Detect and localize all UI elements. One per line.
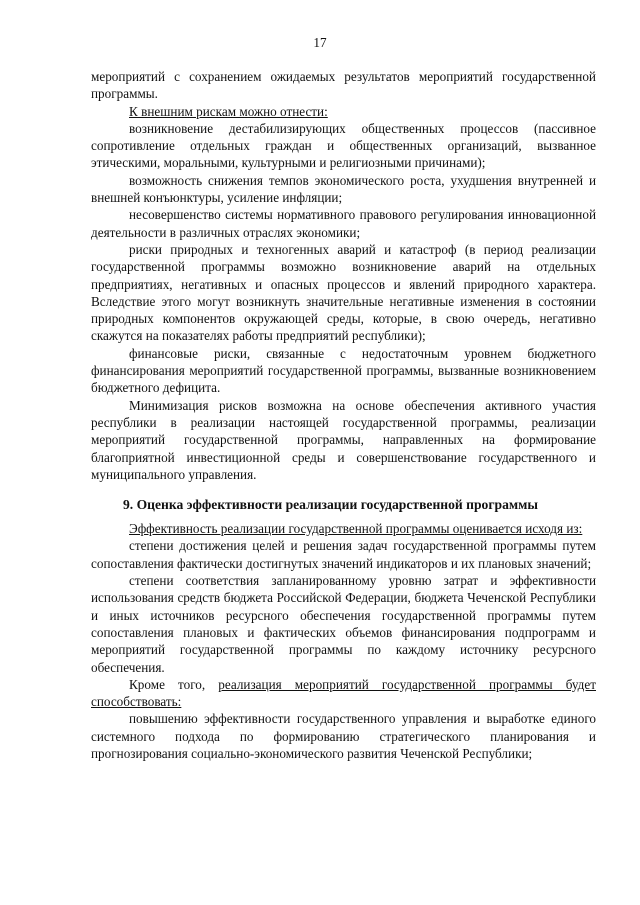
minimization-paragraph: Минимизация рисков возможна на основе обеспечения активного участия республики в реализации настоящей государственной программы, реализации мероприятий государственной программы, направленных на формирование благоприятной инвестиционной среды и совершенствование государственного и муниципального управления. [91, 397, 596, 482]
final-item: повышению эффективности государственного управления и выработке единого системного подхода по формированию стратегического планирования и прогнозирования социально-экономического развития Чеченской Республики; [91, 711, 596, 761]
risk-item: несовершенство системы нормативного правового регулирования инновационной деятельности в различных отраслях экономики; [91, 207, 596, 240]
risk-item: финансовые риски, связанные с недостаточным уровнем бюджетного финансирования мероприятий государственной программы, вызванные возникновением бюджетного дефицита. [91, 345, 596, 396]
evaluation-intro [91, 520, 596, 537]
risk-item: возникновение дестабилизирующих общественных процессов (пассивное сопротивление отдельных граждан и общественных организаций, вызванное этическими, моральными, культурными и религиозными причинами); [91, 120, 596, 171]
evaluation-item: степени соответствия запланированному уровню затрат и эффективности использования средств бюджета Российской Федерации, бюджета Чеченской Республики и иных источников ресурсного обеспечения государственной программы путем сопоставления плановых и фактических объемов финансирования подпрограмм и мероприятий государственной программы по каждому источнику ресурсного обеспечения. [91, 573, 596, 675]
evaluation-item: степени достижения целей и решения задач государственной программы путем сопоставления фактически достигнутых значений индикаторов и их плановых значений; [91, 538, 596, 571]
risk-item: риски природных и техногенных аварий и катастроф (в период реализации государственной программы возможно возникновение аварий на отдельных предприятиях, негативных и опасных процессов и явлений природного характера. Вследствие этого могут возникнуть значительные негативные изменения в состоянии природных компонентов окружающей среды, которые, в свою очередь, негативно скажутся на показателях работы предприятий республики); [91, 241, 596, 344]
besides-prefix: Кроме того, [129, 676, 219, 692]
paragraph-continuation: мероприятий с сохранением ожидаемых результатов мероприятий государственной программы. [91, 69, 596, 102]
besides-paragraph [91, 676, 596, 711]
external-risks-heading-text: К внешним рискам можно отнести: [129, 103, 328, 119]
document-body [91, 68, 596, 762]
besides-underlined: реализация мероприятий государственной программы будет способствовать: [91, 676, 596, 710]
section-heading: 9. Оценка эффективности реализации государственной программы [123, 497, 538, 513]
external-risks-heading [91, 103, 596, 120]
evaluation-intro-text: Эффективность реализации государственной программы оценивается исходя из: [129, 521, 583, 537]
page-number: 17 [313, 35, 327, 50]
risk-item: возможность снижения темпов экономического роста, ухудшения внутренней и внешней конъюнктуры, усиление инфляции; [91, 172, 596, 206]
